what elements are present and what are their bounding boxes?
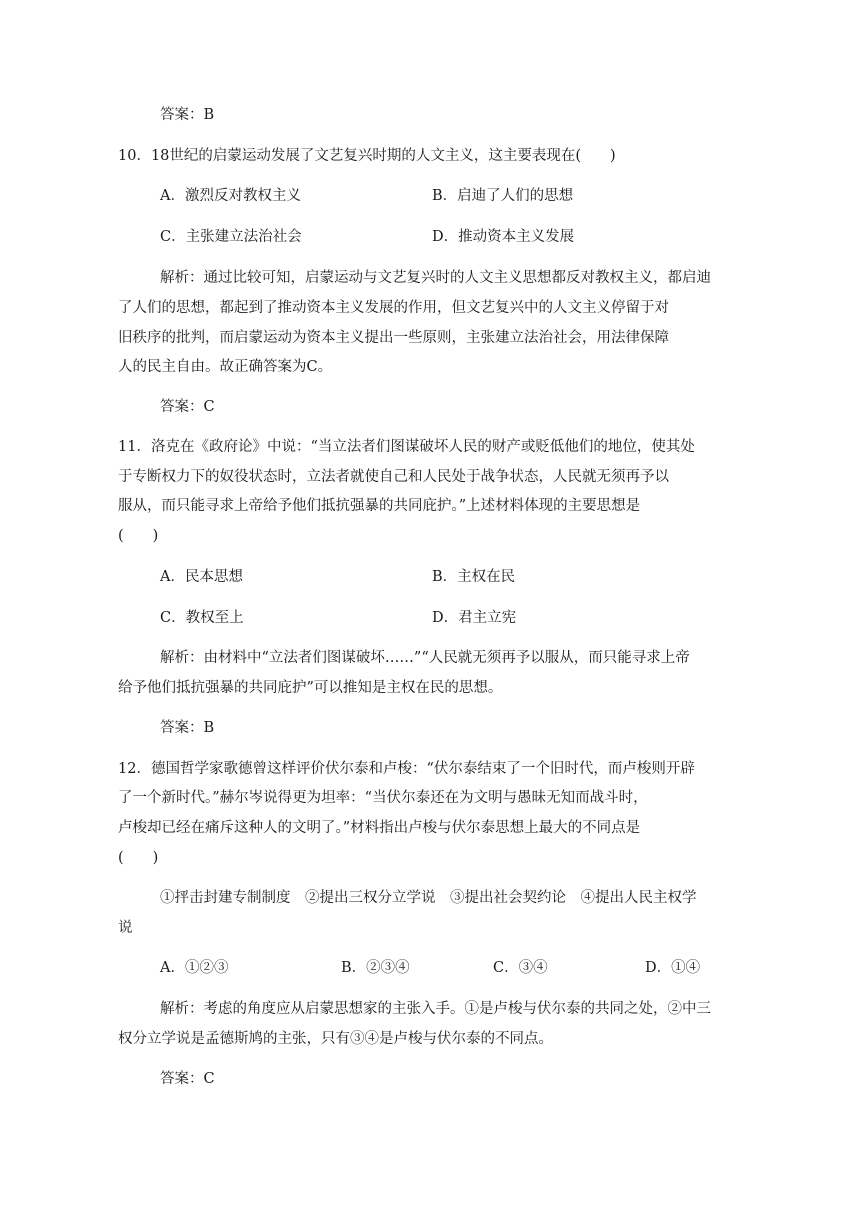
question-11-line-3: 服从，而只能寻求上帝给予他们抵抗强暴的共同庇护。”上述材料体现的主要思想是 — [118, 498, 641, 514]
answer-10: 答案：C — [160, 399, 215, 415]
question-11-analysis-line-1: 解析：由材料中“立法者们图谋破坏……”“人民就无须再予以服从，而只能寻求上帝 — [160, 650, 690, 666]
question-12-analysis-line-1: 解析：考虑的角度应从启蒙思想家的主张入手。①是卢梭与伏尔泰的共同之处，②中三 — [160, 1001, 711, 1017]
question-10-analysis-line-4: 人的民主自由。故正确答案为C。 — [118, 359, 333, 375]
question-10-option-c: C．主张建立法治社会 — [160, 229, 302, 245]
question-10-analysis-line-3: 旧秩序的批判，而启蒙运动为资本主义提出一些原则，主张建立法治社会，用法律保障 — [118, 330, 669, 346]
question-11-option-b: B．主权在民 — [432, 569, 516, 585]
question-12-option-b: B．②③④ — [341, 960, 410, 976]
question-12-line-1: 12．德国哲学家歌德曾这样评价伏尔泰和卢梭：“伏尔泰结束了一个旧时代，而卢梭则开辟 — [118, 761, 695, 777]
question-11-option-a: A．民本思想 — [160, 569, 243, 585]
question-10-option-b: B．启迪了人们的思想 — [432, 188, 574, 204]
question-10-line-1: 10．18世纪的启蒙运动发展了文艺复兴时期的人文主义，这主要表现在( ) — [118, 148, 616, 164]
question-12-option-d: D．①④ — [645, 960, 701, 976]
answer-11: 答案：B — [160, 720, 215, 736]
answer-12: 答案：C — [160, 1071, 215, 1087]
question-12-line-3: 卢梭却已经在痛斥这种人的文明了。”材料指出卢梭与伏尔泰思想上最大的不同点是 — [118, 820, 641, 836]
question-11-option-c: C．教权至上 — [160, 610, 244, 626]
question-11-line-1: 11．洛克在《政府论》中说：“当立法者们图谋破坏人民的财产或贬低他们的地位，使其处 — [118, 439, 695, 455]
question-10-option-a: A．激烈反对教权主义 — [160, 188, 301, 204]
question-10-analysis-line-1: 解析：通过比较可知，启蒙运动与文艺复兴时的人文主义思想都反对教权主义，都启迪 — [160, 270, 711, 286]
question-11-option-d: D．君主立宪 — [432, 610, 517, 626]
question-12-option-c: C．③④ — [493, 960, 548, 976]
question-12-line-2: 了一个新时代。”赫尔岑说得更为坦率：“当伏尔泰还在为文明与愚昧无知而战斗时， — [118, 790, 648, 806]
question-10-option-d: D．推动资本主义发展 — [432, 229, 575, 245]
question-12-statements-line-1: ①抨击封建专制制度 ②提出三权分立学说 ③提出社会契约论 ④提出人民主权学 — [160, 890, 697, 906]
answer-9: 答案：B — [160, 107, 215, 123]
question-11-line-2: 于专断权力下的奴役状态时，立法者就使自己和人民处于战争状态，人民就无须再予以 — [118, 469, 669, 485]
question-12-statements-line-2: 说 — [118, 920, 133, 936]
question-11-line-4: ( ) — [118, 528, 159, 544]
question-10-analysis-line-2: 了人们的思想，都起到了推动资本主义发展的作用，但文艺复兴中的人文主义停留于对 — [118, 300, 669, 316]
question-12-analysis-line-2: 权分立学说是孟德斯鸠的主张，只有③④是卢梭与伏尔泰的不同点。 — [118, 1031, 553, 1047]
question-11-analysis-line-2: 给予他们抵抗强暴的共同庇护”可以推知是主权在民的思想。 — [118, 680, 503, 696]
question-12-line-4: ( ) — [118, 850, 159, 866]
question-12-option-a: A．①②③ — [160, 960, 229, 976]
